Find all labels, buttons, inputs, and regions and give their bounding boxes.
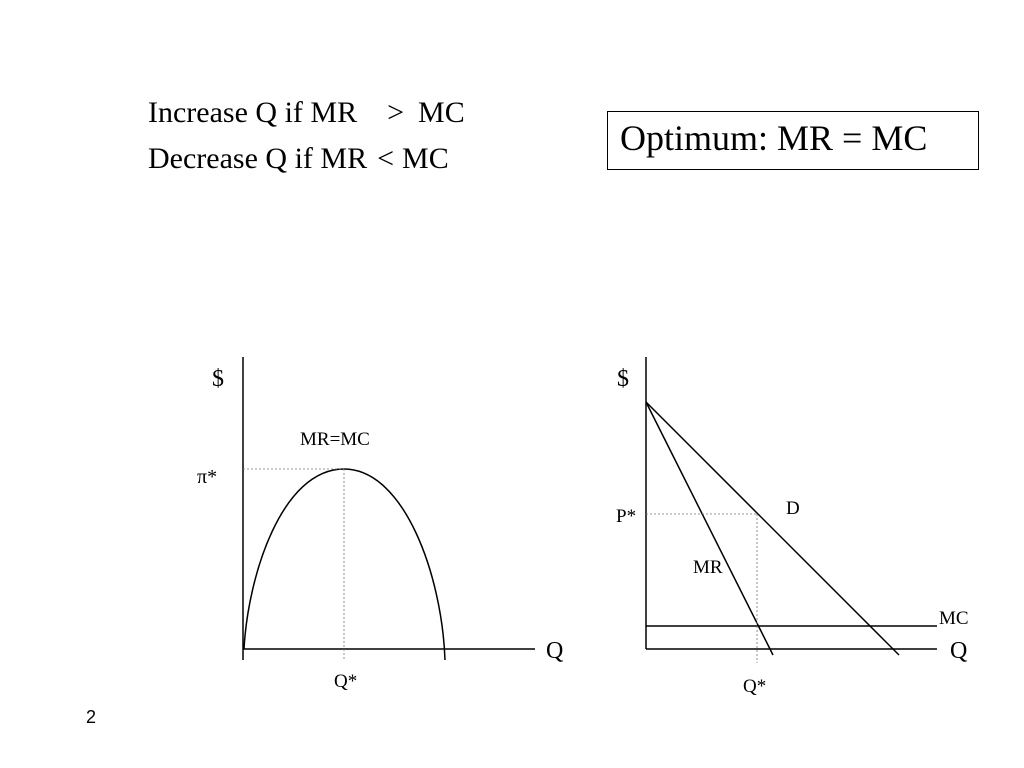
profit-graph-y-label: $ (212, 366, 224, 392)
profit-star-marker: π* (197, 466, 218, 488)
marginal-revenue-curve (646, 402, 773, 655)
profit-curve (244, 469, 445, 660)
decrease-rule-rhs: MC (402, 142, 449, 175)
increase-rule-rhs: MC (418, 96, 465, 129)
demand-graph (616, 357, 969, 697)
increase-rule-text: Increase Q if MR (148, 96, 358, 129)
demand-graph-x-label: Q (950, 638, 968, 664)
marginal-revenue-label: MR (693, 557, 723, 578)
demand-curve-label: D (786, 498, 800, 519)
price-star-marker: P* (616, 506, 637, 527)
decrease-rule-text: Decrease Q if MR (148, 142, 368, 175)
optimum-condition-text: Optimum: MR = MC (620, 118, 928, 158)
demand-quantity-marker: Q* (743, 676, 767, 697)
demand-curve (646, 402, 899, 655)
slide-number: 2 (86, 707, 97, 727)
demand-graph-y-label: $ (617, 366, 629, 392)
profit-graph (197, 357, 563, 692)
marginal-cost-label: MC (939, 608, 969, 629)
profit-peak-label: MR=MC (300, 429, 370, 450)
profit-graph-x-label: Q (546, 638, 564, 664)
greater-than-operator: > (387, 96, 405, 129)
less-than-operator: < (377, 142, 395, 175)
profit-quantity-marker: Q* (334, 671, 358, 692)
